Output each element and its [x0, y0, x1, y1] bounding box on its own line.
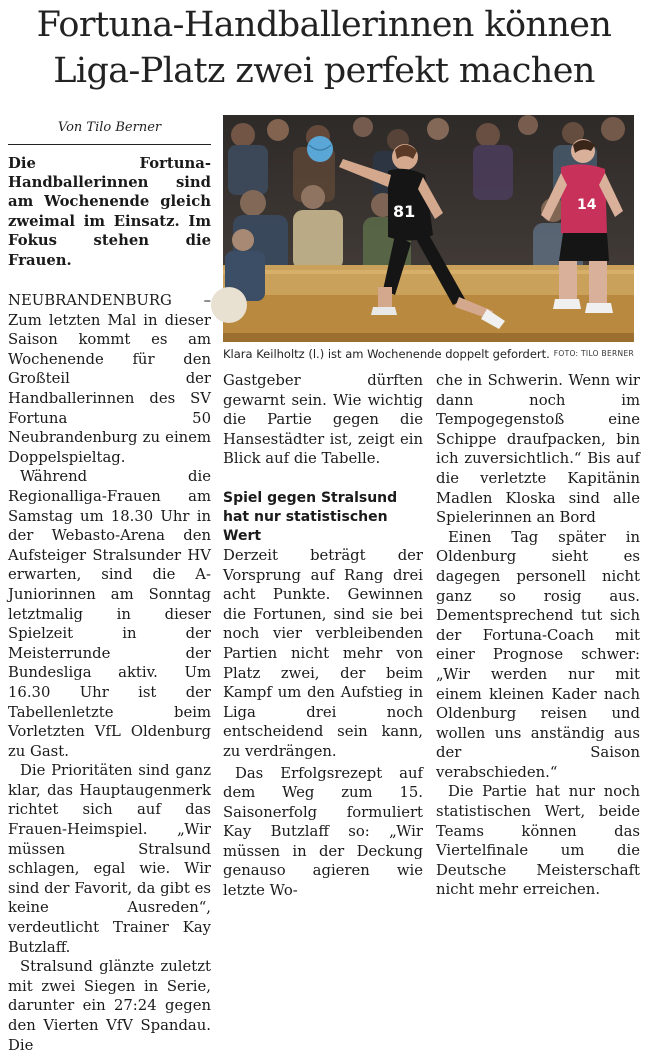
subheading: Spiel gegen Stralsund hat nur statistischen Wert: [223, 489, 398, 544]
photo-credit: FOTO: TILO BERNER: [553, 349, 634, 358]
photo-caption: [223, 347, 634, 361]
paragraph: NEUBRANDENBURG – Zum letzten Mal in dieser Saison kommt es am Wochenende für den Großteil der Handballerinnen des SV Fortuna 50 Neubrandenburg zu einem Doppelspieltag.: [8, 292, 211, 466]
column-1: [8, 116, 211, 1055]
paragraph: Stralsund glänzte zuletzt mit zwei Siegen in Serie, darunter ein 27:24 gegen den Vierten VfV Spandau. Die: [8, 958, 211, 1054]
paragraph: Die Partie hat nur noch statistischen Wert, beide Teams können das Viertelfinale um die Deutsche Meisterschaft nicht mehr erreichen.: [436, 783, 640, 899]
headline-line-2: Liga-Platz zwei perfekt machen: [53, 51, 595, 91]
headline-line-1: Fortuna-Handballerinnen können: [36, 5, 612, 45]
headline: [0, 2, 648, 94]
column-3: [436, 371, 640, 900]
photo-caption-text: Klara Keilholtz (l.) ist am Wochenende doppelt gefordert.: [223, 347, 550, 361]
paragraph: Einen Tag später in Oldenburg sieht es dagegen personell nicht ganz so rosig aus. Dementsprechend tut sich der Fortuna-Coach mit einer Prognose schwer: „Wir werden nur mit einem kleinen Kader nach Oldenburg reisen und wollen uns anständig aus der Saison verabschieden.“: [436, 528, 640, 781]
handball-scene-image: [223, 115, 634, 342]
paragraph: Das Erfolgsrezept auf dem Weg zum 15. Saisonerfolg formuliert Kay Butzlaff so: „Wir müssen in der Deckung genauso agieren wie letzte Wo-: [223, 764, 423, 900]
lead-paragraph: Die Fortuna-Handballerinnen sind am Wochenende gleich zweimal im Einsatz. Im Fokus stehen die Frauen.: [8, 154, 211, 269]
article-photo: [223, 115, 634, 342]
paragraph: Gastgeber dürften gewarnt sein. Wie wichtig die Partie gegen die Hansestädter ist, zeigt ein Blick auf die Tabelle.: [223, 372, 423, 468]
paragraph: Derzeit beträgt der Vorsprung auf Rang drei acht Punkte. Gewinnen die Fortunen, sind sie bei noch vier verbleibenden Partien nicht mehr von Platz zwei, der beim Kampf um den Aufstieg in Liga drei noch entscheidend sein kann, zu verdrängen.: [223, 546, 423, 760]
jersey-number-right: 14: [577, 197, 597, 213]
paragraph: Während die Regionalliga-Frauen am Samstag um 18.30 Uhr in der Webasto-Arena den Aufsteiger Stralsunder HV erwarten, sind die A-Juniorinnen am Sonntag letztmalig in dieser Spielzeit in der Meisterrunde der Bundesliga aktiv. Um 16.30 Uhr ist der Tabellenletzte beim Vorletzten VfL Oldenburg zu Gast.: [8, 468, 211, 760]
column-2: [223, 371, 423, 901]
jersey-number-left: 81: [393, 202, 416, 221]
paragraph: Die Prioritäten sind ganz klar, das Hauptaugenmerk richtet sich auf das Frauen-Heimspiel. „Wir müssen Stralsund schlagen, egal wie. Wir sind der Favorit, da gibt es keine Ausreden“, verdeutlicht Trainer Kay Butzlaff.: [8, 762, 211, 956]
paragraph: che in Schwerin. Wenn wir dann noch im Tempogegenstoß eine Schippe draufpacken, bin ich zuversichtlich.“ Bis auf die verletzte Kapitänin Madlen Kloska sind alle Spielerinnen an Bord: [436, 372, 640, 527]
byline: Von Tilo Berner: [8, 116, 211, 145]
